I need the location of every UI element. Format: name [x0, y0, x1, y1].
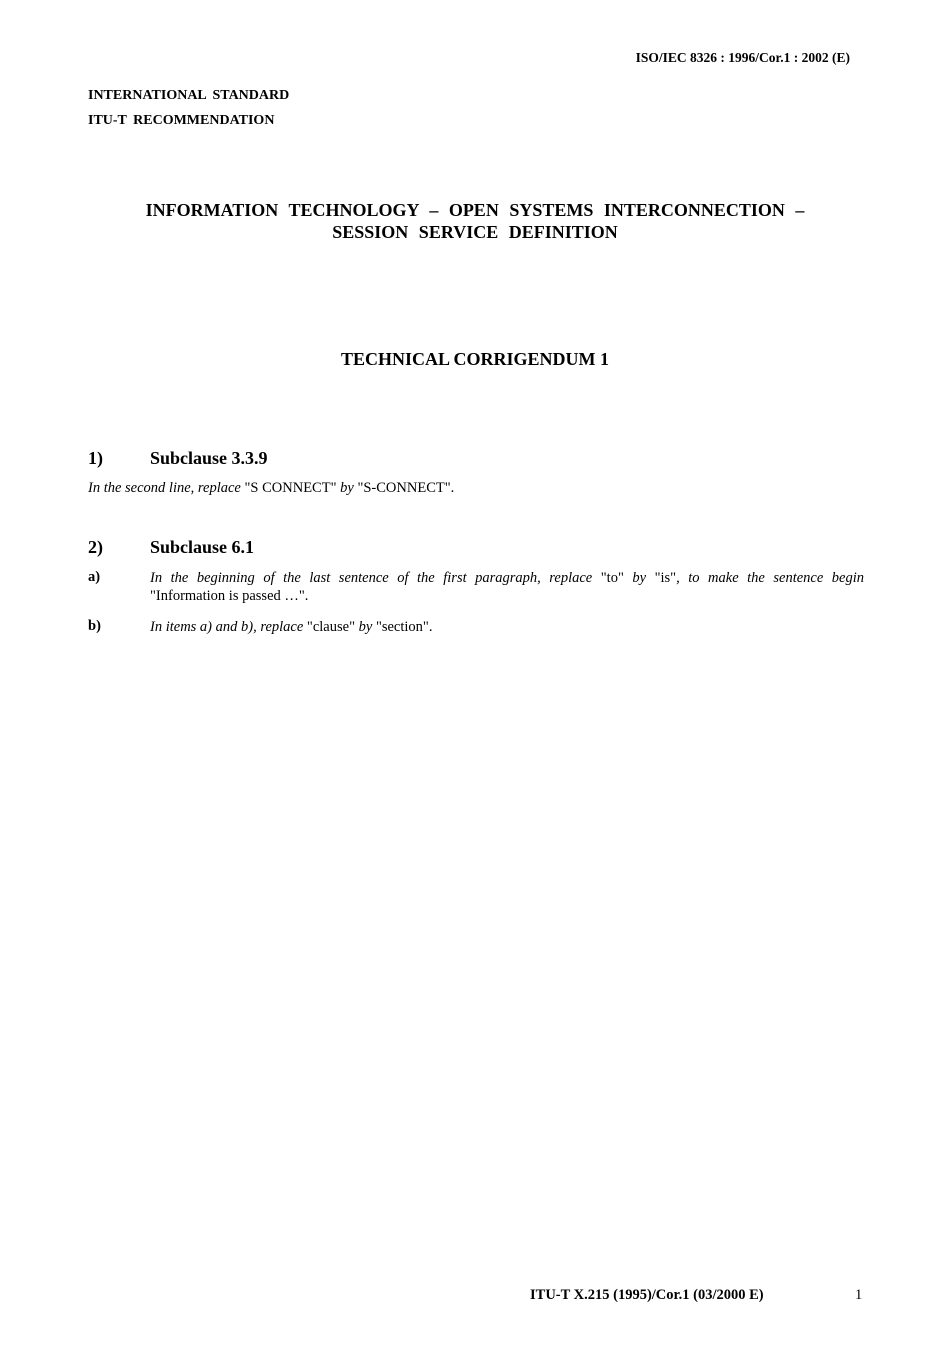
item-a-quote: "Information is passed …". [150, 588, 309, 604]
corrigendum-heading: TECHNICAL CORRIGENDUM 1 [340, 349, 610, 369]
section-2-title: Subclause 6.1 [150, 537, 255, 557]
item-b-old: "clause" [306, 619, 355, 635]
document-title-line1: INFORMATION TECHNOLOGY – OPEN SYSTEMS INTERCONNECTION – [145, 200, 805, 220]
section-1-text-instruction: In the second line, replace [88, 480, 245, 496]
item-a-new: "is" [654, 570, 677, 586]
section-1-text-by: by [336, 480, 358, 496]
section-1-text [88, 480, 454, 497]
footer-doc-ref: ITU-T X.215 (1995)/Cor.1 (03/2000 E) [530, 1287, 764, 1303]
section-1-text-old: "S CONNECT" [244, 480, 337, 496]
item-a-text [150, 569, 864, 605]
section-1-title: Subclause 3.3.9 [150, 448, 268, 468]
section-2-number: 2) [88, 537, 103, 557]
section-1-text-new: "S-CONNECT". [357, 480, 455, 496]
item-b-instruction: In items a) and b), replace [150, 619, 307, 635]
item-a-label: a) [88, 569, 101, 585]
item-a-continuation: , to make the sentence begin [676, 570, 865, 586]
header-international-standard: INTERNATIONAL STANDARD [88, 88, 290, 103]
header-doc-id: ISO/IEC 8326 : 1996/Cor.1 : 2002 (E) [635, 50, 850, 65]
item-b-label: b) [88, 618, 101, 634]
footer-page-number: 1 [855, 1287, 863, 1303]
item-a-old: "to" [600, 570, 624, 586]
item-a-line1 [150, 569, 864, 587]
document-title-line2: SESSION SERVICE DEFINITION [332, 222, 618, 242]
item-b-by: by [355, 619, 376, 635]
item-b-new: "section". [375, 619, 433, 635]
header-itu-recommendation: ITU-T RECOMMENDATION [88, 113, 275, 128]
item-a-by: by [623, 570, 655, 586]
item-b-text [150, 618, 864, 636]
item-a-instruction: In the beginning of the last sentence of the first paragraph, replace [150, 570, 601, 586]
section-1-number: 1) [88, 448, 103, 468]
